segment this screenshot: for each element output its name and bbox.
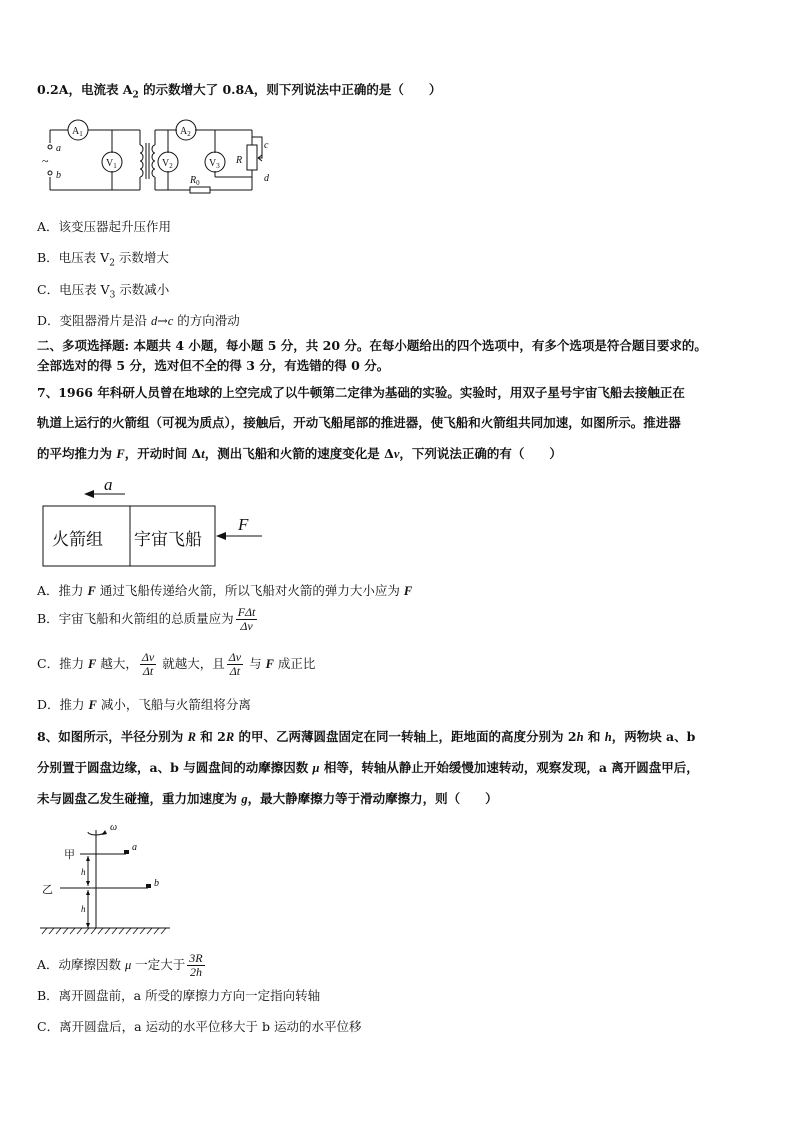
rocket-group-label: 火箭组 (52, 530, 103, 549)
spaceship-label: 宇宙飞船 (134, 530, 202, 549)
q7-option-a: A．推力 F 通过飞船传递给火箭，所以飞船对火箭的弹力大小应为 F (37, 583, 413, 598)
omega-label: ω (110, 822, 118, 833)
q8-option-b: B．离开圆盘前，a 所受的摩擦力方向一定指向转轴 (37, 988, 321, 1003)
height-h-upper-label: h (81, 867, 86, 877)
q6-option-b: B．电压表 $V_2$ 示数增大 (37, 250, 169, 269)
resistor-r-label: R (236, 155, 243, 166)
q8-option-c: C．离开圆盘后，a 运动的水平位移大于 b 运动的水平位移 (37, 1019, 362, 1034)
slider-d-label: d (264, 173, 269, 184)
q6-option-d: D．变阻器滑片是沿 d→c 的方向滑动 (37, 313, 240, 328)
height-h-lower-label: h (81, 904, 86, 914)
q8-option-a: A．动摩擦因数 μ 一定大于 $\frac{3R}{2h}$ (37, 951, 203, 979)
meter-a1-label: $A_1$ (72, 126, 83, 138)
friction-threshold-fraction: $\frac{3R}{2h}$ (189, 951, 203, 979)
disc-yi-label: 乙 (42, 884, 53, 896)
block-b-label: b (154, 878, 159, 889)
slider-c-label: c (264, 140, 269, 151)
q8-stem-line3: 未与圆盘乙发生碰撞，重力加速度为 g，最大静摩擦力等于滑动摩擦力，则（ ） (37, 791, 498, 806)
ac-source-symbol: ~ (42, 154, 49, 168)
q8-stem-line2: 分别置于圆盘边缘，a、b 与圆盘间的动摩擦因数 μ 相等，转轴从静止开始缓慢加速转动，观察发现，a 离开圆盘甲后， (37, 760, 699, 775)
q8-discs-figure (38, 818, 178, 936)
block-a-label: a (132, 842, 137, 853)
acceleration-label: a (104, 475, 113, 494)
meter-a2-label: $A_2$ (180, 126, 191, 138)
disc-jia-label: 甲 (64, 849, 75, 861)
q8-stem-line1: 8、如图所示，半径分别为 R 和 2R 的甲、乙两薄圆盘固定在同一转轴上，距地面的高度分别为 2h 和 h，两物块 a、b (37, 729, 696, 744)
q7-rocket-ship-figure (40, 472, 270, 572)
q7-option-d: D．推力 F 减小，飞船与火箭组将分离 (37, 697, 251, 712)
q6-circuit-diagram (40, 115, 280, 205)
q7-option-c: C．推力 F 越大， $\frac{\Delta v}{\Delta t}$ 就越大，且 $\frac{\Delta v}{\Delta t}$ 与 F 成正比 (37, 650, 316, 678)
meter-v2-label: $V_2$ (162, 158, 173, 170)
section2-heading-line2: 全部选对的得 5 分，选对但不全的得 3 分，有选错的得 0 分。 (37, 358, 390, 373)
force-label: F (238, 515, 249, 534)
meter-v3-label: $V_3$ (209, 158, 220, 170)
q6-option-c: C．电压表 $V_3$ 示数减小 (37, 282, 170, 301)
meter-v1-label: $V_1$ (106, 158, 117, 170)
section2-heading-line1: 二、多项选择题: 本题共 4 小题，每小题 5 分，共 20 分。在每小题给出的四个选项中，有多个选项是符合题目要求的。 (37, 338, 707, 353)
resistor-r0-label: $R_0$ (190, 175, 200, 187)
q7-stem-line3: 的平均推力为 F，开动时间 Δt，测出飞船和火箭的速度变化是 Δv，下列说法正确的有（ ） (37, 446, 562, 461)
terminal-b-label: b (56, 170, 61, 181)
q7-stem-line2: 轨道上运行的火箭组（可视为质点），接触后，开动飞船尾部的推进器，使飞船和火箭组共同加速，如图所示。推进器 (37, 415, 681, 430)
terminal-a-label: a (56, 143, 61, 154)
q6-option-a: A．该变压器起升压作用 (37, 219, 172, 234)
q6-stem-tail: 0.2A，电流表 $A_2$ 的示数增大了 0.8A，则下列说法中正确的是（ ） (37, 82, 442, 101)
q7-option-b: B．宇宙飞船和火箭组的总质量应为 $\frac{\text{FΔt}}{\Delta v}$ (37, 605, 256, 633)
total-mass-fraction: $\frac{\text{FΔt}}{\Delta v}$ (237, 605, 256, 633)
q7-stem-line1: 7、1966 年科研人员曾在地球的上空完成了以牛顿第二定律为基础的实验。实验时，用双子星号宇宙飞船去接触正在 (37, 385, 685, 400)
